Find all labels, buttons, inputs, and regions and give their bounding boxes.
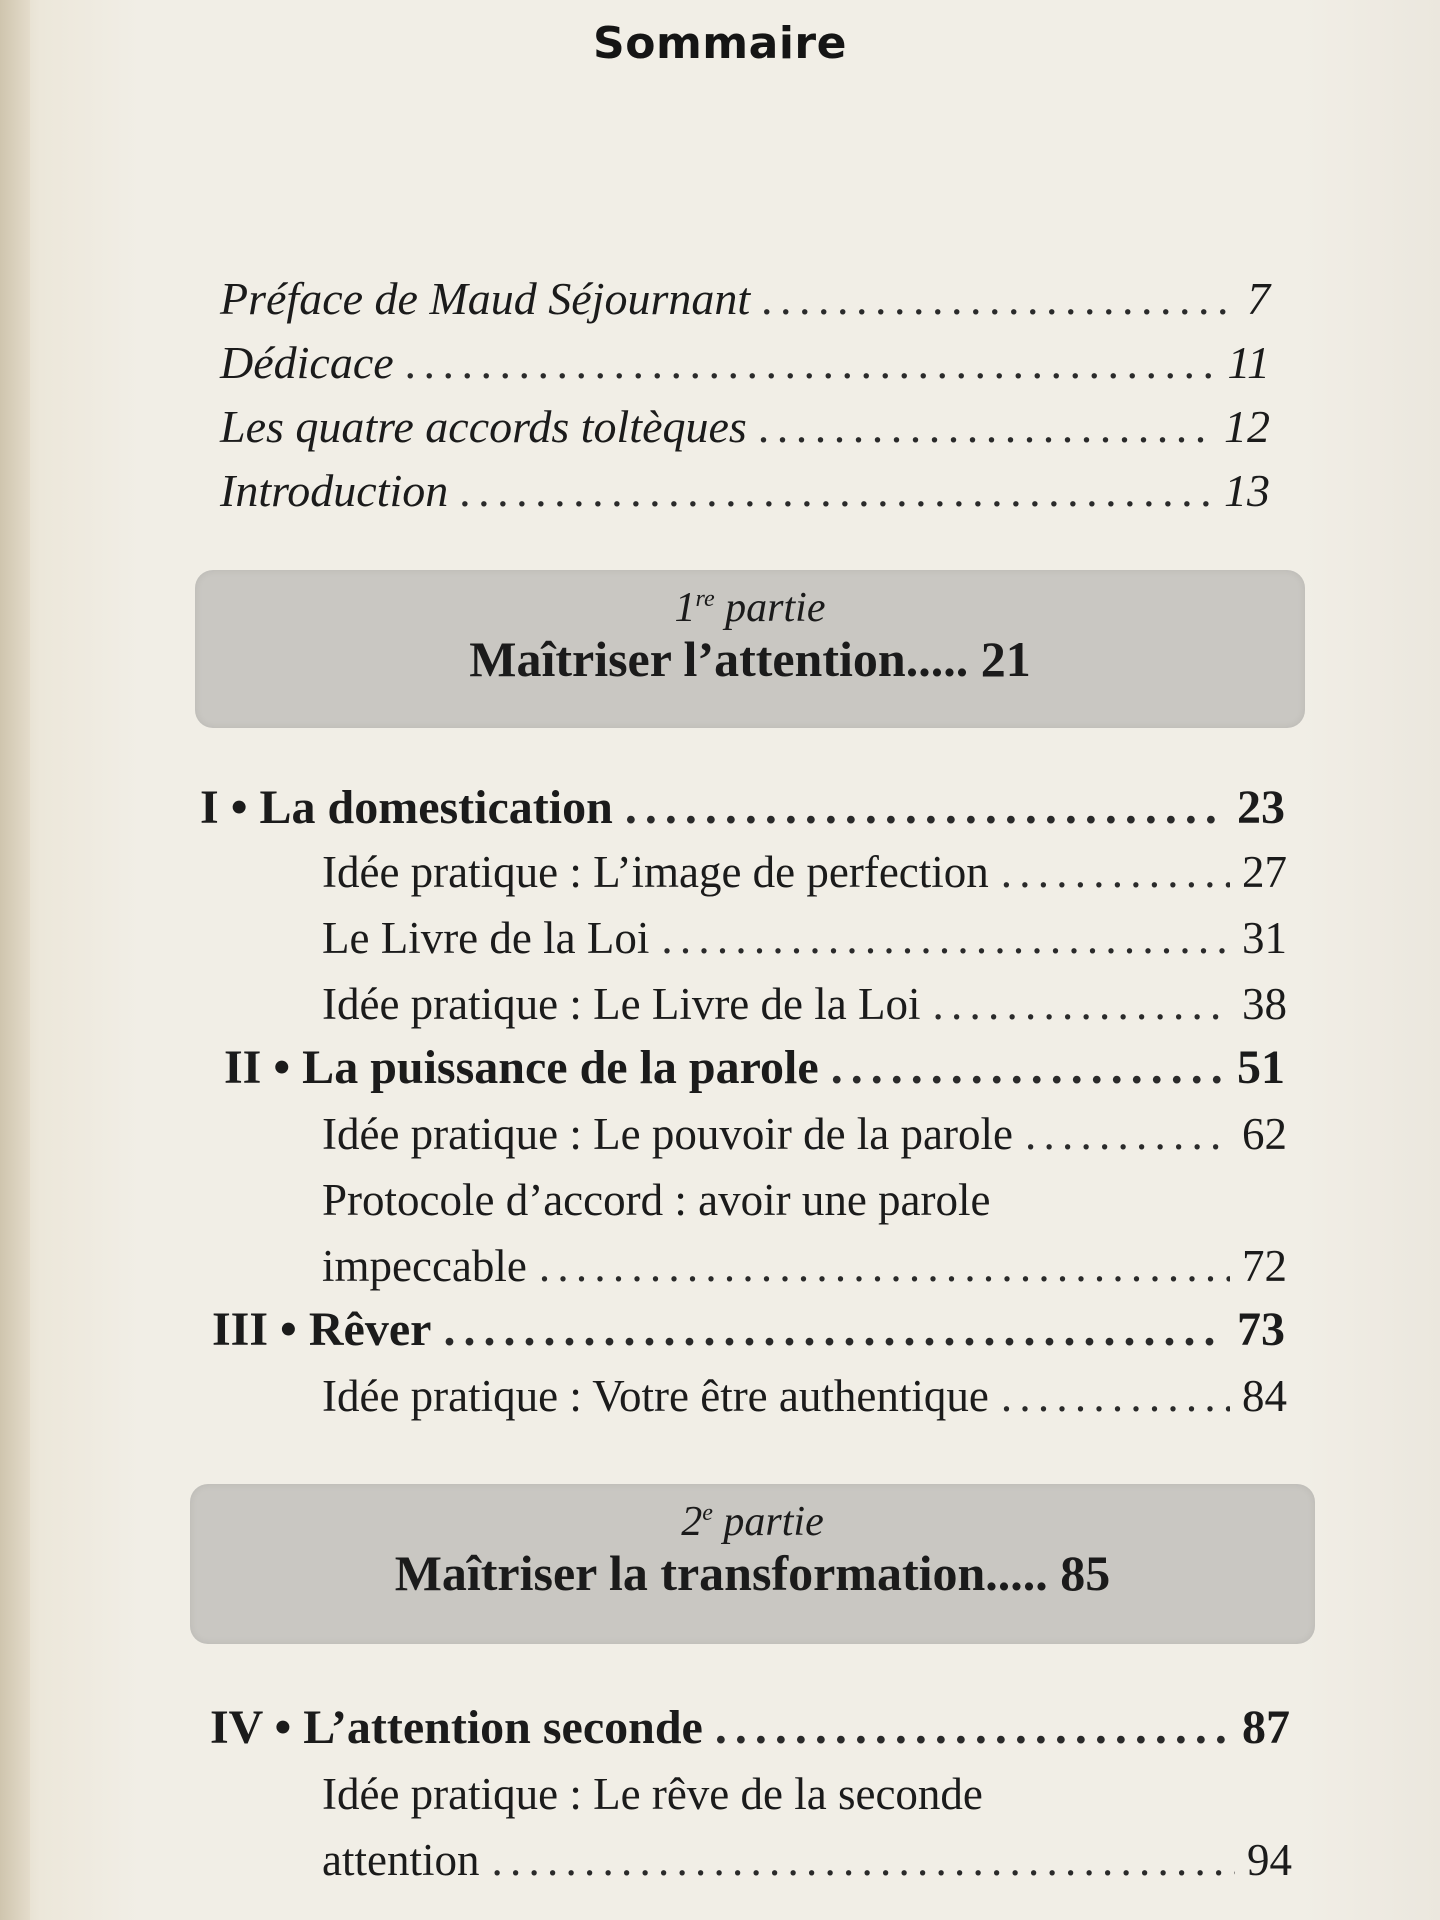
toc-entry-page: 94	[1247, 1835, 1292, 1885]
toc-entry-page: 38	[1242, 979, 1287, 1029]
toc-entry-label: attention	[322, 1835, 480, 1885]
toc-entry-ch4-a	[322, 1834, 1292, 1886]
leader-dots	[539, 1240, 1230, 1292]
leader-dots	[443, 1302, 1225, 1357]
toc-entry-label: Préface de Maud Séjournant	[220, 273, 751, 324]
toc-entry-label: Dédicace	[220, 337, 394, 388]
leader-dots	[715, 1700, 1230, 1755]
chapter-heading: III • Rêver	[212, 1303, 432, 1356]
toc-entry-label: Les quatre accords toltèques	[220, 401, 747, 452]
chapter-heading: I • La domestication	[200, 781, 613, 834]
leader-dots	[661, 912, 1230, 964]
leader-dots	[625, 780, 1225, 835]
chapter-heading: IV • L’attention seconde	[210, 1701, 703, 1754]
leader-dots	[831, 1040, 1225, 1095]
toc-entry-accords	[220, 400, 1270, 453]
part-title: Maîtriser la transformation..... 85	[394, 1545, 1111, 1601]
part-label: 1re partie	[674, 585, 826, 631]
toc-entry-page: 87	[1242, 1701, 1290, 1754]
toc-chapter-1	[200, 780, 1285, 835]
leader-dots	[762, 272, 1235, 325]
book-spine-shadow	[0, 0, 30, 1920]
toc-entry-label: Le Livre de la Loi	[322, 913, 650, 963]
toc-entry-preface	[220, 272, 1270, 325]
leader-dots	[1025, 1108, 1230, 1160]
toc-entry-label: impeccable	[322, 1241, 527, 1291]
toc-entry-page: 23	[1237, 781, 1285, 834]
leader-dots	[932, 978, 1230, 1030]
page-title: Sommaire	[593, 18, 847, 69]
toc-entry-ch4-a-line1: Idée pratique : Le rêve de la seconde	[322, 1769, 983, 1819]
chapter-heading: II • La puissance de la parole	[224, 1041, 819, 1094]
part-1-box	[195, 570, 1305, 728]
leader-dots	[460, 464, 1212, 517]
toc-entry-page: 27	[1242, 847, 1287, 897]
toc-entry-page: 7	[1247, 273, 1270, 324]
toc-entry-label: Idée pratique : Votre être authentique	[322, 1371, 989, 1421]
leader-dots	[406, 336, 1216, 389]
toc-entry-ch2-a	[322, 1108, 1287, 1160]
toc-entry-dedicace	[220, 336, 1270, 389]
toc-chapter-4	[210, 1700, 1290, 1755]
toc-entry-page: 84	[1242, 1371, 1287, 1421]
toc-entry-page: 62	[1242, 1109, 1287, 1159]
toc-entry-ch3-a	[322, 1370, 1287, 1422]
toc-entry-page: 31	[1242, 913, 1287, 963]
toc-entry-ch1-a	[322, 846, 1287, 898]
toc-entry-page: 11	[1227, 337, 1270, 388]
toc-entry-label: Idée pratique : L’image de perfection	[322, 847, 989, 897]
toc-entry-label: Idée pratique : Le Livre de la Loi	[322, 979, 921, 1029]
toc-entry-ch2-b-line1: Protocole d’accord : avoir une parole	[322, 1175, 991, 1225]
toc-entry-page: 13	[1224, 465, 1270, 516]
toc-chapter-2	[224, 1040, 1285, 1095]
toc-entry-page: 72	[1242, 1241, 1287, 1291]
toc-chapter-3	[212, 1302, 1285, 1357]
part-title: Maîtriser l’attention..... 21	[469, 631, 1031, 687]
leader-dots	[491, 1834, 1235, 1886]
toc-entry-ch1-c	[322, 978, 1287, 1030]
part-2-box	[190, 1484, 1315, 1644]
toc-entry-page: 12	[1224, 401, 1270, 452]
toc-entry-label: Introduction	[220, 465, 449, 516]
toc-entry-ch1-b	[322, 912, 1287, 964]
toc-entry-ch2-b	[322, 1240, 1287, 1292]
toc-entry-introduction	[220, 464, 1270, 517]
toc-entry-label: Idée pratique : Le pouvoir de la parole	[322, 1109, 1013, 1159]
toc-entry-page: 73	[1237, 1303, 1285, 1356]
toc-entry-page: 51	[1237, 1041, 1285, 1094]
part-label: 2e partie	[681, 1499, 824, 1545]
leader-dots	[759, 400, 1212, 453]
leader-dots	[1001, 846, 1230, 898]
leader-dots	[1001, 1370, 1230, 1422]
